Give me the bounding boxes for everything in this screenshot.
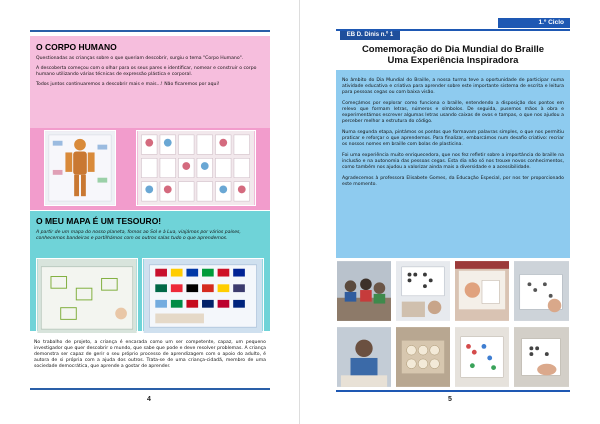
braille-writing-photo [454,260,510,322]
article-title [336,44,570,66]
paragraph: Agradecemos à professora Elisabete Gomes, da Educação Especial, por nos ter proporcionado este momento. [342,176,564,187]
paragraph: A partir de um mapa do nosso planeta, fomos ao Sol e à Lua, viajámos por vários países, conhecemos bandeiras e partilhámos com os outros salas tudo o que aprendemos. [36,230,241,241]
braille-practice-photo [513,260,570,322]
section-title: O CORPO HUMANO [36,42,117,52]
braille-board-photo [395,260,451,322]
paragraph: Numa segunda etapa, pintámos os pontos que formavam palavras simples, o que nos permitiu praticar e reforçar o que aprendemos. Para finalizar, embarcámos num desafio criativo: recriar os nossos nomes em braille com bolas de plasticina. [342,130,564,147]
plasticine-names-photo [454,326,510,388]
cycle-badge: 1.º Ciclo [498,18,570,28]
hands-reading-photo [513,326,570,388]
student-photo [336,326,392,388]
paragraph: A descoberta começou com o olhar para os seus pares e identificar, nomear e construir o corpo humano utilizando várias técnicas de expressão plástica e corporal. [36,66,257,77]
bottom-rule [336,390,570,392]
photo-grid-braille [336,260,570,390]
body-parts-board-photo [136,130,256,206]
photo-collage-corpo-humano [44,130,256,208]
paragraph: Todos juntos continuaremos a descobrir mais e mais...! Não ficaremos por aqui! [36,82,220,87]
map-activity-photo [36,258,138,334]
section-corpo-humano [30,36,270,210]
school-badge: EB D. Dinis n.º 1 [340,31,400,40]
paragraph: Foi uma experiência muito enriquecedora, que nos fez refletir sobre a importância do braille na inclusão e na autonomia das pessoas cegas. Esta dia não só nos trouxe novos conhecimentos, como também nos ajudou a valorizar ainda mais a diversidade e a acessibilidade. [342,153,564,170]
paragraph: Começámos por explorar como funciona o braille, entendendo a disposição dos pontos em relevo que formam letras, números e símbolos. De seguida, pusemos mãos à obra e experimentámos escrever algumas letras usando caixas de ovos e tampas, o que nos ajudou a perceber melhor a estrutura do código. [342,101,564,124]
paragraph: No trabalho de projeto, a criança é encarada como um ser competente, capaz, um pequeno investigador que quer descobrir o mundo, que sabe que pode e deve resolver problemas. A criança demonstra ser capaz de gerir o seu próprio processo de aprendizagem com o apoio do adulto, é autora de si própria com a ajuda dos outros. Trata-se de uma criança-cidadã, membro de uma sociedade democrática, que aprende a gostar de aprender. [34,340,266,369]
page-number: 5 [448,396,452,403]
body-drawing-photo [44,130,116,206]
article-body [336,70,570,258]
paragraph: Questionadas as crianças sobre o que queriam descobrir, surgiu o tema "Corpo Humano". [36,56,244,61]
page-number: 4 [147,396,151,403]
section-title: O MEU MAPA É UM TESOURO! [36,216,162,226]
paragraph: No âmbito do Dia Mundial do Braille, a nossa turma teve a oportunidade de participar numa atividade educativa e criativa para aprender sobre este importante sistema de escrita e leitura para pessoas cegas ou com baixa visão. [342,78,564,95]
section-corpo-humano-text [30,36,270,128]
flags-board-photo [142,258,264,334]
right-page [300,0,600,424]
photo-collage-mapa [30,258,270,338]
article-subtitle-line: Uma Experiência Inspiradora [387,55,519,66]
bottom-rule [30,388,270,390]
section-trabalho-projeto [30,338,270,388]
article-title-line: Comemoração do Dia Mundial do Braille [361,44,545,55]
egg-carton-photo [395,326,451,388]
classroom-photo [336,260,392,322]
top-rule [30,30,270,32]
